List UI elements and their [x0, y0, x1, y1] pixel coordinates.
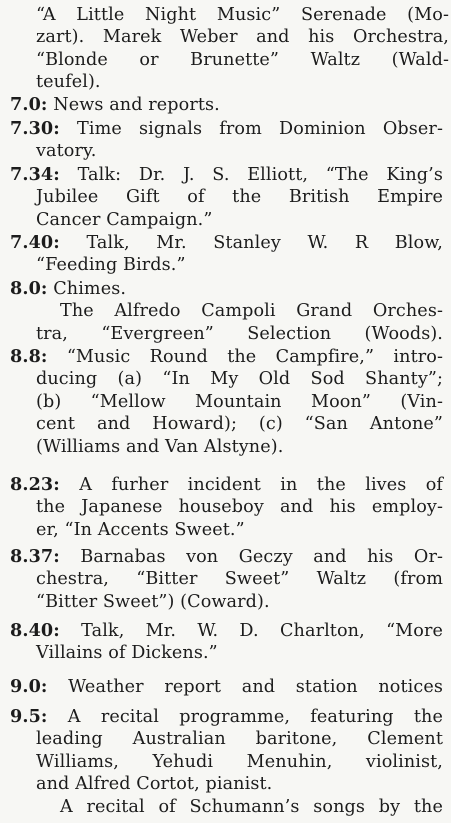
text-line: zart). Marek Weber and his Orchestra,	[36, 27, 449, 48]
programme-item-9-0	[10, 676, 451, 698]
programme-item-7-0	[10, 94, 451, 116]
text-line: chestra, “Bitter Sweet” Waltz (from	[36, 569, 443, 590]
programme-item-9-5	[10, 706, 451, 818]
item-text: Chimes.	[47, 279, 127, 299]
item-text: A furher incident in the lives of	[59, 475, 443, 495]
text-line: “Feeding Birds.”	[36, 255, 186, 276]
time-label: 7.34:	[10, 164, 60, 185]
text-line: Villains of Dickens.”	[36, 643, 218, 664]
item-text: Talk, Mr. W. D. Charlton, “More	[59, 621, 443, 641]
item-text: Time signals from Dominion Obser-	[59, 119, 443, 139]
text-line: A recital of Schumann’s songs by the	[60, 796, 443, 817]
time-label: 8.23:	[10, 474, 60, 495]
time-label: 8.0:	[10, 278, 48, 299]
text-line: “Bitter Sweet”) (Coward).	[36, 591, 270, 612]
text-line: tra, “Evergreen” Selection (Woods).	[36, 323, 443, 344]
time-label: 7.30:	[10, 118, 60, 139]
item-text: Talk, Mr. Stanley W. R Blow,	[59, 233, 443, 253]
programme-item-7-34	[10, 164, 451, 231]
text-line: ducing (a) “In My Old Sod Shanty”;	[36, 369, 443, 390]
time-label: 9.5:	[10, 706, 48, 727]
text-line: (b) “Mellow Mountain Moon” (Vin-	[36, 391, 443, 412]
text-line: leading Australian baritone, Clement	[36, 729, 443, 750]
text-line: Jubilee Gift of the British Empire	[36, 187, 443, 208]
programme-item-7-40	[10, 232, 451, 277]
time-label: 9.0:	[10, 676, 48, 697]
item-text: Barnabas von Geczy and his Or-	[59, 547, 443, 567]
item-text: News and reports.	[47, 95, 220, 115]
programme-item-8-23	[10, 474, 451, 541]
time-label: 8.40:	[10, 620, 60, 641]
programme-item-8-8	[10, 346, 451, 458]
programme-item-8-0	[10, 278, 451, 345]
programme-item-8-40	[10, 620, 451, 665]
text-line: Williams, Yehudi Menuhin, violinist,	[36, 751, 443, 772]
time-label: 7.40:	[10, 232, 60, 253]
programme-item-8-37	[10, 546, 451, 613]
text-line: “A Little Night Music” Serenade (Mo-	[36, 5, 449, 25]
text-line: cent and Howard); (c) “San Antone”	[36, 414, 443, 435]
programme-item-continuation	[36, 4, 451, 94]
text-line: teufel).	[36, 72, 101, 93]
item-text: Weather report and station notices	[47, 677, 443, 697]
text-line: (Williams and Van Alstyne).	[36, 436, 284, 457]
item-text: Talk: Dr. J. S. Elliott, “The King’s	[59, 165, 443, 185]
programme-item-7-30	[10, 118, 451, 163]
text-line: the Japanese houseboy and his employ-	[36, 497, 443, 518]
item-text: “Music Round the Campfire,” intro-	[47, 347, 443, 367]
time-label: 8.37:	[10, 546, 60, 567]
text-line: er, “In Accents Sweet.”	[36, 519, 245, 540]
text-line: The Alfredo Campoli Grand Orches-	[60, 301, 443, 322]
time-label: 8.8:	[10, 346, 48, 367]
text-line: Cancer Campaign.”	[36, 209, 213, 230]
text-line: and Alfred Cortot, pianist.	[36, 774, 273, 795]
text-line: vatory.	[36, 141, 97, 162]
item-text: A recital programme, featuring the	[47, 707, 443, 727]
time-label: 7.0:	[10, 94, 48, 115]
text-line: “Blonde or Brunette” Waltz (Wald-	[36, 49, 449, 70]
